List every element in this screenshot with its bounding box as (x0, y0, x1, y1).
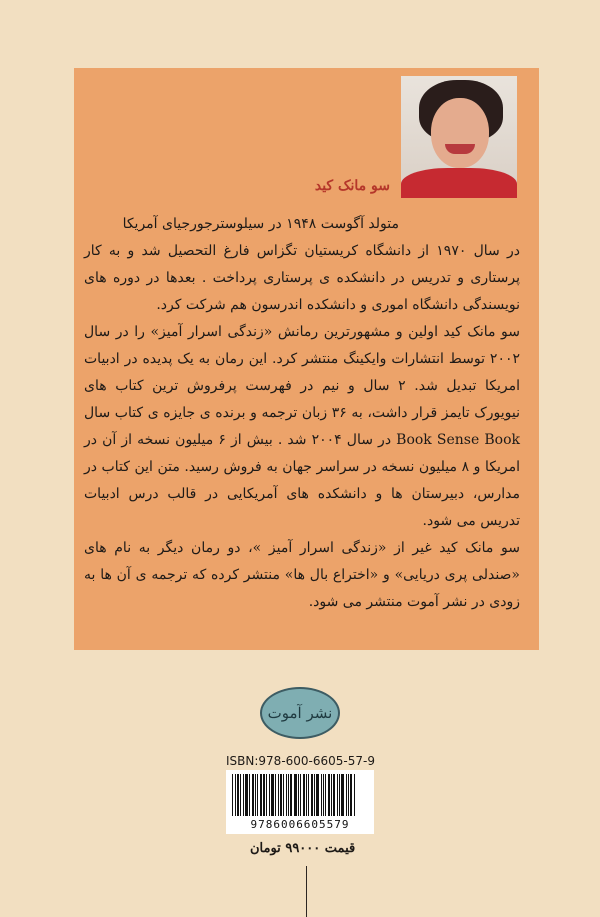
barcode-bar (232, 774, 233, 816)
barcode-bar (354, 774, 355, 816)
bio-paragraph-3: سو مانک کید غیر از «زندگی اسرار آمیز »، دو رمان دیگر به نام های «صندلی پری دریایی» و «اختراع بال ها» منتشر کرده که ترجمه ی آن ها به زودی در نشر آموت منتشر می شود. (84, 540, 520, 610)
barcode-bar (240, 774, 241, 816)
barcode-bar (333, 774, 335, 816)
barcode-bar (263, 774, 265, 816)
barcode-bar (294, 774, 297, 816)
barcode-bar (346, 774, 347, 816)
barcode-bar (266, 774, 267, 816)
spine-line (306, 866, 307, 917)
barcode-bar (331, 774, 332, 816)
barcode-bar (283, 774, 284, 816)
barcode-bar (252, 774, 254, 816)
barcode-bar (255, 774, 256, 816)
bio-paragraph-1: در سال ۱۹۷۰ از دانشگاه کریستیان تگزاس فارغ التحصیل شد و به کار پرستاری و تدریس در دانشکده ی پرستاری پرداخت . بعدها در دوره های نویسندگی دانشگاه اموری و دانشکده اندرسون هم شرکت کرد. (84, 243, 520, 313)
bio-text (84, 238, 520, 616)
barcode-bar (290, 774, 292, 816)
price-label: قیمت ۹۹۰۰۰ تومان (250, 841, 356, 856)
barcode-bar (269, 774, 270, 816)
barcode-bar (308, 774, 309, 816)
barcode-bar (271, 774, 274, 816)
author-portrait-icon (401, 76, 517, 198)
publisher-logo-text: نشر آموت (267, 704, 333, 722)
author-name: سو مانک کید (314, 178, 390, 194)
bio-lead: متولد آگوست ۱۹۴۸ در سیلوسترجورجیای آمریکا (122, 216, 399, 232)
barcode-bar (288, 774, 289, 816)
barcode-bar (325, 774, 326, 816)
barcode-bar (314, 774, 315, 816)
barcode-bar (316, 774, 319, 816)
barcode-bar (278, 774, 279, 816)
publisher-logo-icon (260, 687, 340, 739)
barcode-bar (249, 774, 250, 816)
barcode-bar (298, 774, 299, 816)
barcode-bar (237, 774, 239, 816)
barcode (226, 770, 374, 834)
barcode-bar (328, 774, 330, 816)
bio-paragraph-2: سو مانک کید اولین و مشهورترین رمانش «زندگی اسرار آمیز» را در سال ۲۰۰۲ توسط انتشارات وایکینگ منتشر کرد. این رمان به یک پدیده در ادبیات امریکا تبدیل شد. ۲ سال و نیم در فهرست پرفروش ترین کتاب های نیویورک تایمز قرار داشت، به ۳۶ زبان ترجمه و برنده ی جایزه ی کتاب سال Book Sense Book در سال ۲۰۰۴ شد . بیش از ۶ میلیون نسخه از آن در امریکا و ۸ میلیون نسخه در سراسر جهان به فروش رسید. متن این کتاب در مدارس، دبیرستان ها و دانشکده های آمریکایی در قالب درس ادبیات تدریس می شود. (84, 324, 521, 529)
barcode-bar (303, 774, 305, 816)
barcode-bar (260, 774, 262, 816)
isbn-label: ISBN:978-600-6605-57-9 (226, 754, 375, 768)
barcode-bar (280, 774, 282, 816)
barcode-bar (286, 774, 287, 816)
barcode-bar (235, 774, 236, 816)
barcode-digits: 9786006605579 (250, 818, 350, 831)
barcode-bar (339, 774, 340, 816)
barcode-bar (350, 774, 352, 816)
barcode-bar (323, 774, 324, 816)
barcode-bar (257, 774, 258, 816)
barcode-bar (275, 774, 276, 816)
barcode-bar (348, 774, 349, 816)
barcode-bars (232, 774, 368, 816)
barcode-bar (300, 774, 301, 816)
barcode-bar (311, 774, 313, 816)
barcode-bar (321, 774, 322, 816)
barcode-bar (341, 774, 344, 816)
barcode-bar (306, 774, 307, 816)
barcode-bar (245, 774, 248, 816)
barcode-bar (337, 774, 338, 816)
barcode-bar (243, 774, 244, 816)
